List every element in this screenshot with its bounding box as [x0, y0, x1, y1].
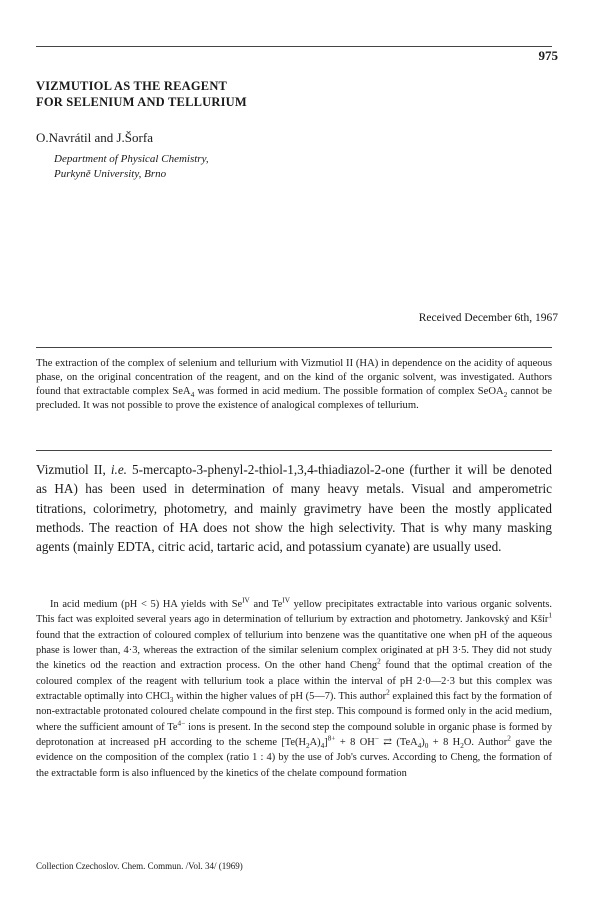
affiliation-line-1: Department of Physical Chemistry, [54, 153, 209, 165]
affiliation [54, 152, 209, 182]
abstract: The extraction of the complex of selenium and tellurium with Vizmutiol II (HA) in dependence on the acidity of aqueous phase, on the original concentration of the reagent, and on the kind of the organic solvent, was investigated. Authors found that extractable complex SeA$_4$ was formed in acid medium. The possible formation of complex SeOA$_2$ cannot be precluded. It was not possible to prove the existence of analogical complexes of tellurium. [36, 358, 552, 411]
authors: O.Navrátil and J.Šorfa [36, 130, 153, 145]
abstract-bottom-rule [36, 450, 552, 451]
journal-citation: Collection Czechoslov. Chem. Commun. /Vol. 34/ (1969) [36, 861, 243, 871]
abstract-top-rule [36, 347, 552, 348]
body-paragraph: In acid medium (pH < 5) HA yields with $Se^{IV}$ and $Te^{IV}$ yellow precipitates extractable into various organic solvents. This fact was exploited several years ago in determination of tellurium by extraction and photometry. Jankovský and Kšír$^1$ found that the extraction of coloured complex of tellurium into benzene was the quantitative one when pH of the aqueous phase is lower than, 4·3, whereas the extraction of the similar selenium complex originated at pH 3·5. They did not study the kinetics od the reaction and extraction process. On the other hand Cheng$^2$ found that the optimal creation of the coloured complex of the reagent with tellurium took a place within the interval of pH 2·0—2·3 but this complex was extractable optimally into CHCl$_3$ within the higher values of pH (5—7). This author$^2$ explained this fact by the formation of non-extractable protonated coloured chelate compound in the first step. This compound is formed only in the acid medium, where the sufficient amount of $Te^{4-}$ ions is present. In the second step the compound soluble in organic phase is formed by deprotonation at increased pH according to the scheme $[Te(H_2A)_4]^{8+} + 8$ OH− ⇄ $(TeA_4)_0 + 8$ $H_2O$. Author$^2$ gave the evidence on the composition of the complex (ratio 1 : 4) by the use of Job's curves. According to Cheng, the formation of the extractable form is also influenced by the kinetics of the chelate compound formation [36, 596, 553, 779]
affiliation-line-2: Purkyně University, Brno [54, 168, 167, 180]
title-line-2: FOR SELENIUM AND TELLURIUM [36, 95, 247, 109]
intro-paragraph: Vizmutiol II, i.e. 5-mercapto-3-phenyl-2-thiol-1,3,4-thiadiazol-2-one (further it will be denoted as HA) has been used in determination of many heavy metals. Visual and amperometric titrations, colorimetry, photometry, and mainly gravimetry have been the mostly applicated methods. The reaction of HA does not show the high selectivity. That is why many masking agents (mainly EDTA, citric acid, tartaric acid, and potassium cyanate) are usually used. [36, 462, 553, 555]
title-line-1: VIZMUTIOL AS THE REAGENT [36, 79, 228, 93]
article-title [36, 78, 247, 110]
received-date: Received December 6th, 1967 [418, 312, 558, 324]
header-rule [36, 46, 552, 47]
page-number: 975 [538, 48, 558, 63]
